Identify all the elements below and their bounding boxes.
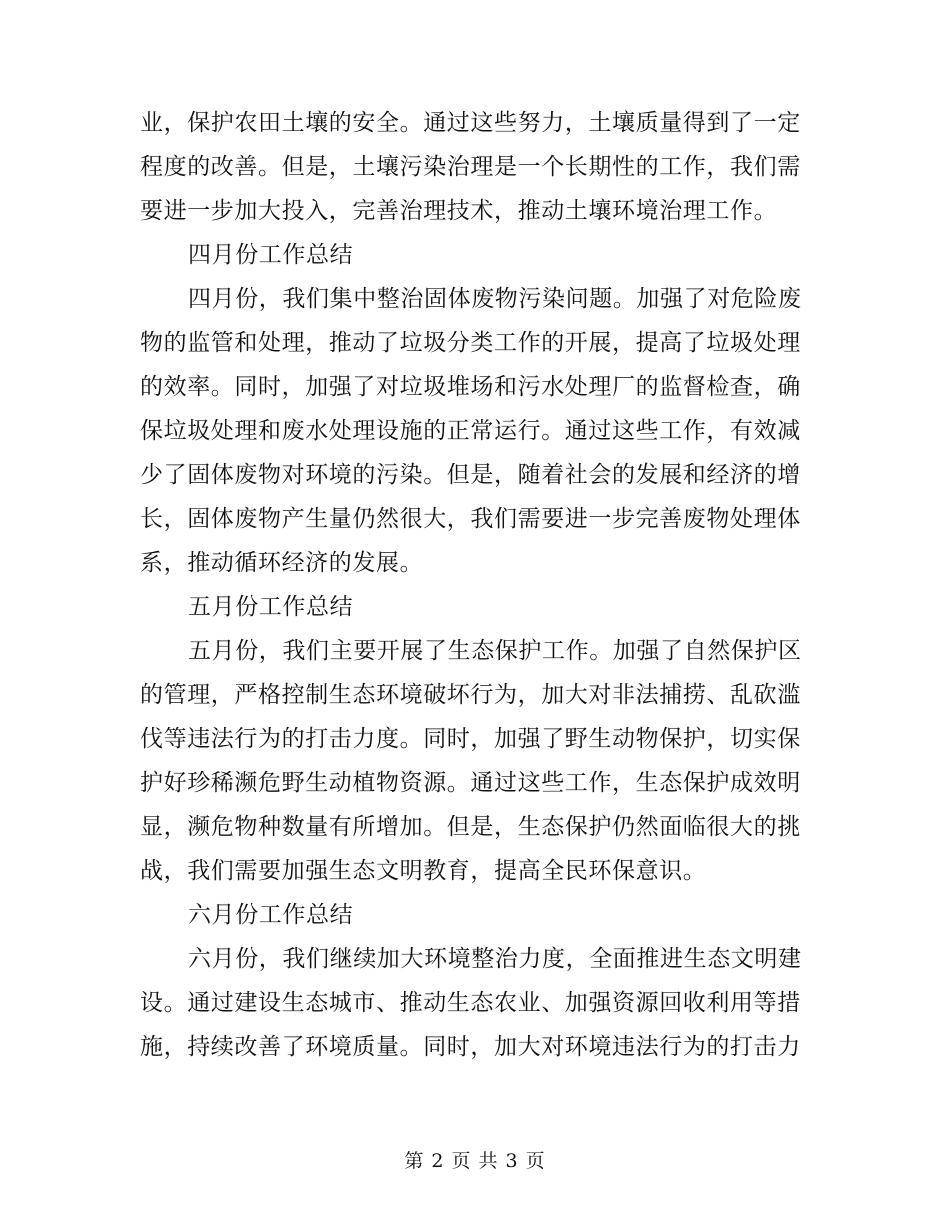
paragraph-line: 要进一步加大投入，完善治理技术，推动土壤环境治理工作。 <box>140 198 778 224</box>
paragraph-line: 程度的改善。但是，土壤污染治理是一个长期性的工作，我们需 <box>140 154 801 180</box>
paragraph-line: 保垃圾处理和废水处理设施的正常运行。通过这些工作，有效减 <box>140 418 801 444</box>
section-heading-may: 五月份工作总结 <box>188 594 354 620</box>
paragraph-line: 的效率。同时，加强了对垃圾堆场和污水处理厂的监督检查，确 <box>140 374 801 400</box>
paragraph-line: 设。通过建设生态城市、推动生态农业、加强资源回收利用等措 <box>140 990 801 1016</box>
paragraph-line: 六月份，我们继续加大环境整治力度，全面推进生态文明建 <box>188 946 802 972</box>
paragraph-line: 伐等违法行为的打击力度。同时，加强了野生动物保护，切实保 <box>140 726 801 752</box>
paragraph-line: 的管理，严格控制生态环境破坏行为，加大对非法捕捞、乱砍滥 <box>140 682 801 708</box>
paragraph-line: 四月份，我们集中整治固体废物污染问题。加强了对危险废 <box>188 286 802 312</box>
paragraph-line: 五月份，我们主要开展了生态保护工作。加强了自然保护区 <box>188 638 802 664</box>
paragraph-line: 长，固体废物产生量仍然很大，我们需要进一步完善废物处理体 <box>140 506 801 532</box>
paragraph-line: 物的监管和处理，推动了垃圾分类工作的开展，提高了垃圾处理 <box>140 330 801 356</box>
section-heading-april: 四月份工作总结 <box>188 242 354 268</box>
paragraph-line: 战，我们需要加强生态文明教育，提高全民环保意识。 <box>140 858 707 884</box>
paragraph-line: 业，保护农田土壤的安全。通过这些努力，土壤质量得到了一定 <box>140 110 801 136</box>
paragraph-line: 护好珍稀濒危野生动植物资源。通过这些工作，生态保护成效明 <box>140 770 801 796</box>
paragraph-line: 少了固体废物对环境的污染。但是，随着社会的发展和经济的增 <box>140 462 801 488</box>
page-footer: 第 2 页 共 3 页 <box>404 1150 546 1172</box>
paragraph-line: 施，持续改善了环境质量。同时，加大对环境违法行为的打击力 <box>140 1034 801 1060</box>
section-heading-june: 六月份工作总结 <box>188 902 354 928</box>
paragraph-line: 显，濒危物种数量有所增加。但是，生态保护仍然面临很大的挑 <box>140 814 801 840</box>
paragraph-line: 系，推动循环经济的发展。 <box>140 550 424 576</box>
